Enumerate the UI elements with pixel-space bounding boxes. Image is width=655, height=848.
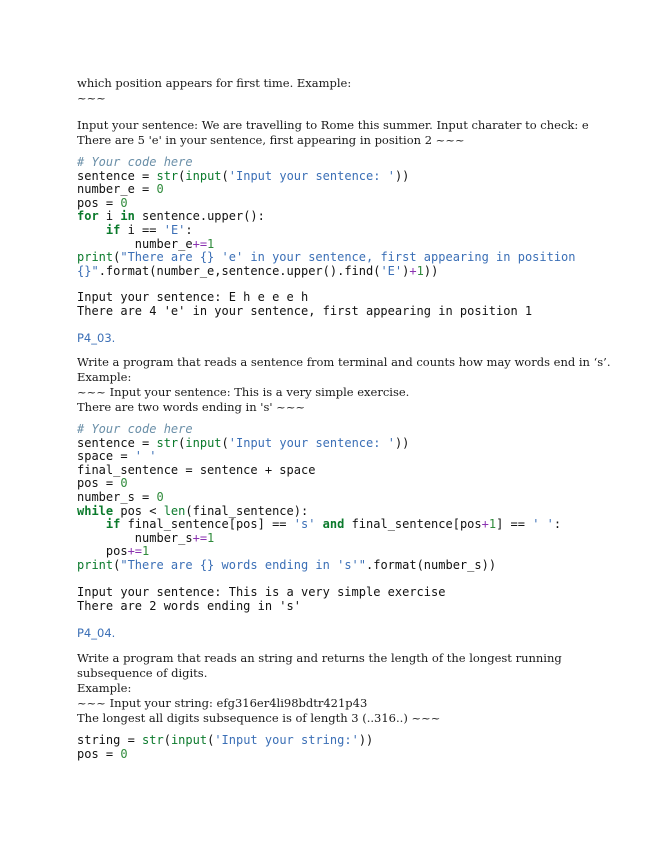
output-line: There are 2 words ending in 's': [77, 598, 301, 613]
description-line: Example:: [77, 681, 132, 695]
description-line: Write a program that reads a sentence from terminal and counts how may words end in ‘s’.: [77, 355, 611, 369]
code-line: print("There are {} words ending in 's'".format(number_s)): [77, 557, 497, 572]
code-line: for i in sentence.upper():: [77, 209, 265, 224]
code-line: print("There are {} 'e' in your sentence, first appearing in position: [77, 250, 576, 265]
code-line: number_s+=1: [77, 530, 215, 545]
intro-paragraph: [77, 76, 351, 106]
code-line: pos = 0: [77, 746, 128, 761]
code-line: while pos < len(final_sentence):: [77, 503, 309, 518]
output-block-2: [77, 586, 445, 613]
code-line: pos = 0: [77, 195, 128, 210]
code-line: sentence = str(input('Input your sentence: ')): [77, 168, 410, 183]
description-line: Write a program that reads an string and returns the length of the longest running: [77, 651, 562, 665]
code-line: number_e = 0: [77, 182, 164, 197]
description-line: Example:: [77, 370, 132, 384]
output-block-1: [77, 291, 532, 318]
code-line: number_s = 0: [77, 489, 164, 504]
section-heading-p4-03: P4_03.: [77, 331, 116, 345]
output-line: Input your sentence: E h e e e h: [77, 290, 309, 304]
code-line: space = ' ': [77, 449, 157, 464]
example-line: There are 5 'e' in your sentence, first appearing in position 2 ~~~: [77, 133, 465, 147]
intro-tilde: ~~~: [77, 91, 106, 105]
description-line: ~~~ Input your string: efg316er4li98bdtr421p43: [77, 696, 368, 710]
code-block-1: [77, 156, 576, 278]
code-line: {}".format(number_e,sentence.upper().find('E')+1)): [77, 263, 439, 278]
output-line: There are 4 'e' in your sentence, first appearing in position 1: [77, 303, 533, 318]
output-line: Input your sentence: This is a very simple exercise: [77, 585, 446, 599]
code-line: if final_sentence[pos] == 's' and final_sentence[pos+1] == ' ':: [105, 517, 562, 532]
description-line: subsequence of digits.: [77, 666, 208, 680]
section2-description: [77, 355, 610, 415]
description-line: ~~~ Input your sentence: This is a very simple exercise.: [77, 385, 410, 399]
code-line: final_sentence = sentence + space: [77, 462, 316, 477]
section3-description: [77, 651, 562, 726]
code-block-3: [77, 734, 373, 761]
example-line: Input your sentence: We are travelling to Rome this summer. Input charater to check: e: [77, 118, 589, 132]
description-line: There are two words ending in 's' ~~~: [77, 400, 306, 414]
code-line: pos+=1: [77, 544, 150, 559]
code-line: pos = 0: [77, 476, 128, 491]
code-line: sentence = str(input('Input your sentence: ')): [77, 435, 410, 450]
code-block-2: [77, 423, 561, 573]
code-line: number_e+=1: [77, 236, 215, 251]
description-line: The longest all digits subsequence is of length 3 (..316..) ~~~: [77, 711, 441, 725]
example-paragraph: [77, 118, 589, 148]
section-heading-p4-04: P4_04.: [77, 626, 116, 640]
code-comment: # Your code here: [77, 422, 193, 436]
code-line: string = str(input('Input your string:')): [77, 733, 374, 747]
code-comment: # Your code here: [77, 155, 193, 169]
code-line: if i == 'E':: [105, 222, 193, 237]
intro-line: which position appears for first time. Example:: [77, 76, 352, 90]
